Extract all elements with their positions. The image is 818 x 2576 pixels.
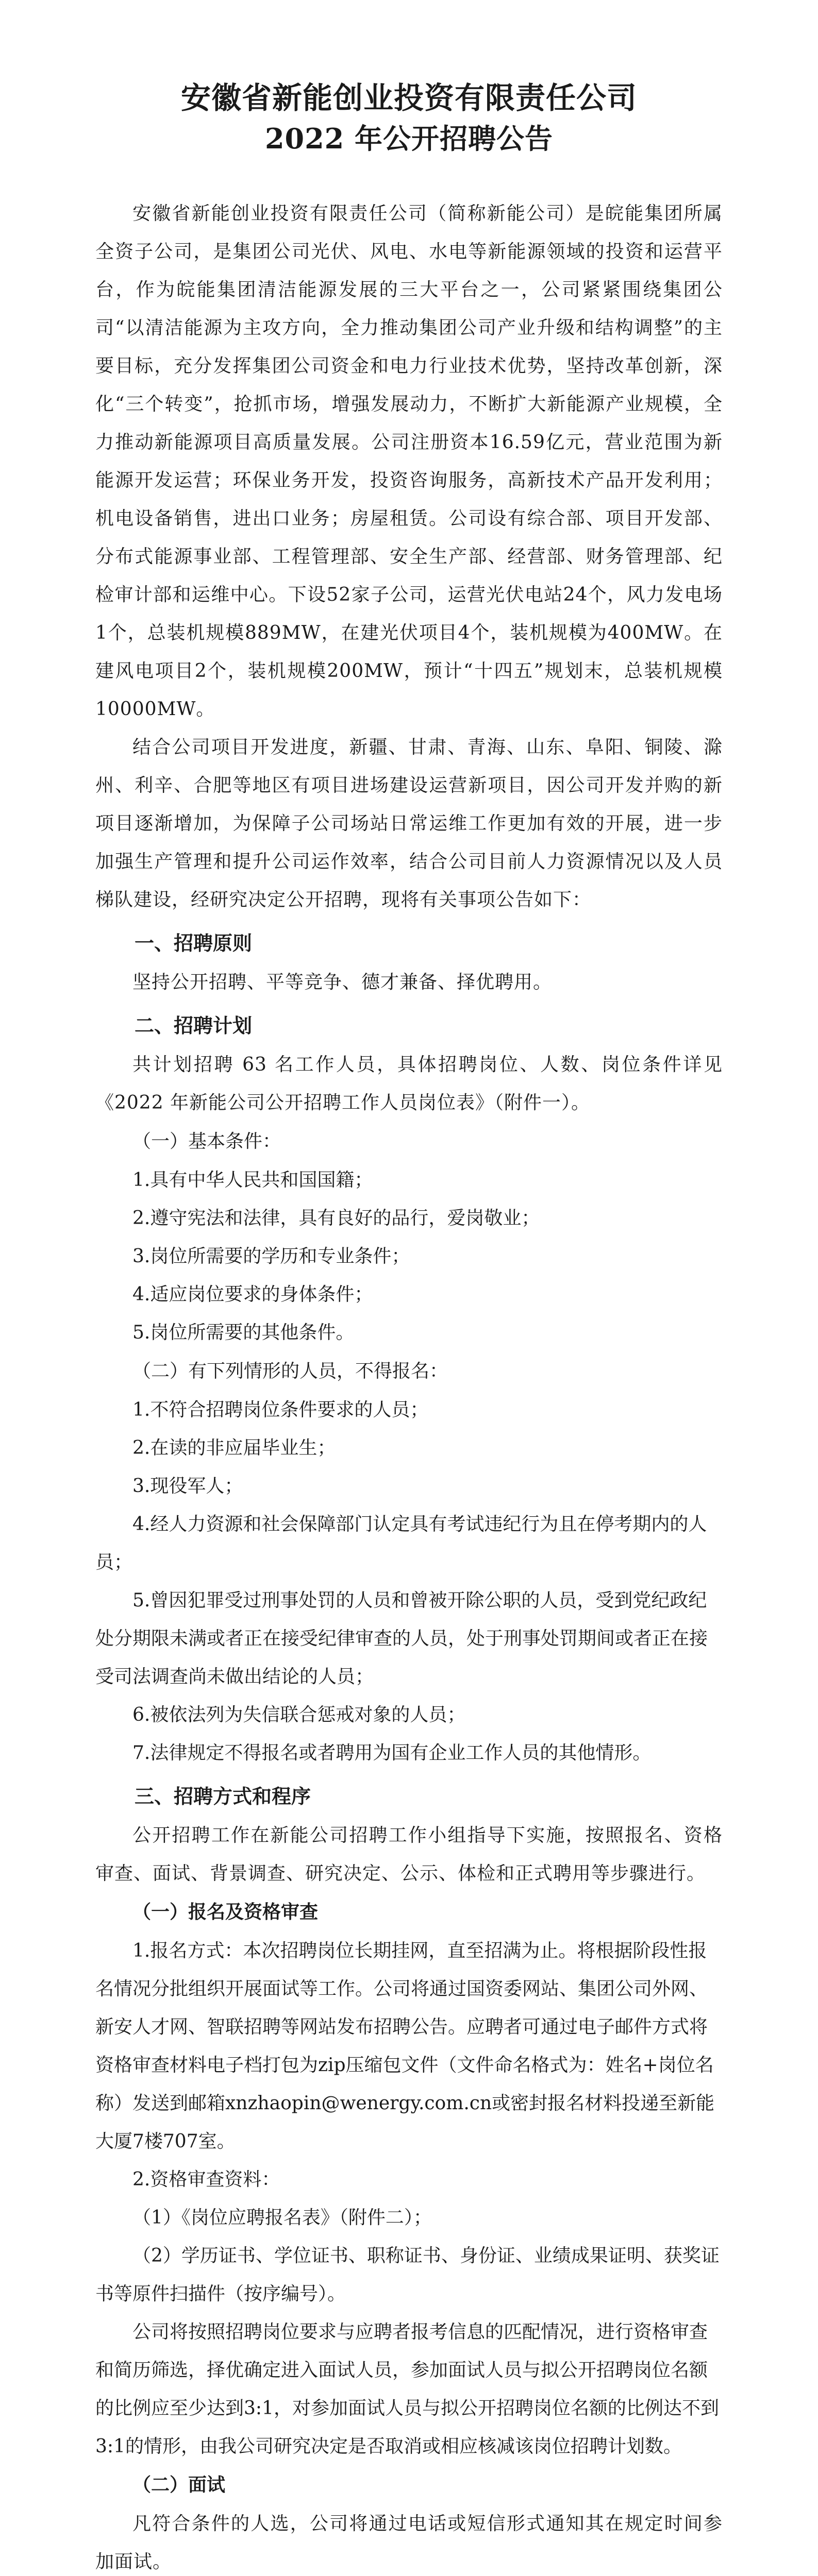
list-item: 3.现役军人； (132, 1476, 243, 1497)
section-text-procedure: 公开招聘工作在新能公司招聘工作小组指导下实施，按照报名、资格审查、面试、背景调查、研究决定、公示、体检和正式聘用等步骤进行。 (95, 1825, 723, 1884)
list-item: 4.适应岗位要求的身体条件； (132, 1284, 373, 1305)
page-title: 安徽省新能创业投资有限责任公司 (180, 80, 637, 115)
intro-paragraph-1: 安徽省新能创业投资有限责任公司（简称新能公司）是皖能集团所属全资子公司，是集团公司光伏、风电、水电等新能源领域的投资和运营平台，作为皖能集团清洁能源发展的三大平台之一，公司紧紧围绕集团公司“以清洁能源为主攻方向，全力推动集团公司产业升级和结构调整”的主要目标，充分发挥集团公司资金和电力行业技术优势，坚持改革创新，深化“三个转变”，抢抓市场，增强发展动力，不断扩大新能源产业规模，全力推动新能源项目高质量发展。公司注册资本16.59亿元，营业范围为新能源开发运营；环保业务开发，投资咨询服务，高新技术产品开发利用；机电设备销售，进出口业务；房屋租赁。公司设有综合部、项目开发部、分布式能源事业部、工程管理部、安全生产部、经营部、财务管理部、纪检审计部和运维中心。下设52家子公司，运营光伏电站24个，风力发电场1个，总装机规模889MW，在建光伏项目4个，装机规模为400MW。在建风电项目2个，装机规模200MW，预计“十四五”规划末，总装机规模10000MW。 (95, 203, 723, 720)
list-item: 2.在读的非应届毕业生； (132, 1437, 336, 1459)
section-heading-procedure: 三、招聘方式和程序 (135, 1785, 311, 1808)
list-item: （1）《岗位应聘报名表》（附件二）； (132, 2207, 432, 2228)
section-heading-principle: 一、招聘原则 (135, 932, 253, 955)
list-item: 4.经人力资源和社会保障部门认定具有考试违纪行为且在停考期内的人员； (95, 1514, 707, 1573)
list-item: 6.被依法列为失信联合惩戒对象的人员； (132, 1704, 466, 1725)
intro-paragraph-2: 结合公司项目开发进度，新疆、甘肃、青海、山东、阜阳、铜陵、滁州、利辛、合肥等地区有项目进场建设运营新项目，因公司开发并购的新项目逐渐增加，为保障子公司场站日常运维工作更加有效的开展，进一步加强生产管理和提升公司运作效率，结合公司目前人力资源情况以及人员梯队建设，经研究决定公开招聘，现将有关事项公告如下： (95, 737, 723, 910)
list-item: 1.报名方式：本次招聘岗位长期挂网，直至招满为止。将根据阶段性报名情况分批组织开展面试等工作。公司将通过国资委网站、集团公司外网、新安人才网、智联招聘等网站发布招聘公告。应聘者可通过电子邮件方式将资格审查材料电子档打包为zip压缩包文件（文件命名格式为：姓名+岗位名称）发送到邮箱xnzhaopin@wenergy.com.cn或密封报名材料投递至新能大厦7楼707室。 (95, 1940, 715, 2152)
list-item: 1.不符合招聘岗位条件要求的人员； (132, 1399, 429, 1420)
subheading-interview: （二）面试 (132, 2475, 226, 2496)
list-item: （2）学历证书、学位证书、职称证书、身份证、业绩成果证明、获奖证书等原件扫描件（按序编号）。 (95, 2245, 720, 2304)
section-text-principle: 坚持公开招聘、平等竞争、德才兼备、择优聘用。 (132, 972, 553, 993)
list-item: 5.曾因犯罪受过刑事处罚的人员和曾被开除公职的人员，受到党纪政纪处分期限未满或者正在接受纪律审查的人员，处于刑事处罚期间或者正在接受司法调查尚未做出结论的人员； (95, 1590, 708, 1687)
list-item: 公司将按照招聘岗位要求与应聘者报考信息的匹配情况，进行资格审查和简历筛选，择优确定进入面试人员，参加面试人员与拟公开招聘岗位名额的比例应至少达到3:1，对参加面试人员与拟公开招聘岗位名额的比例达不到3:1的情形，由我公司研究决定是否取消或相应核减该岗位招聘计划数。 (95, 2321, 719, 2457)
page-subtitle: 2022 年公开招聘公告 (264, 122, 554, 155)
list-item: 5.岗位所需要的其他条件。 (132, 1322, 355, 1343)
subheading-basic-conditions: （一）基本条件： (132, 1131, 281, 1152)
list-item: 2.遵守宪法和法律，具有良好的品行，爱岗敬业； (132, 1208, 540, 1229)
list-item: 3.岗位所需要的学历和专业条件； (132, 1246, 410, 1267)
section-heading-plan: 二、招聘计划 (135, 1014, 253, 1037)
list-item: 1.具有中华人民共和国国籍； (132, 1170, 373, 1191)
section-text-plan: 共计划招聘 63 名工作人员，具体招聘岗位、人数、岗位条件详见《2022 年新能公司公开招聘工作人员岗位表》（附件一）。 (95, 1054, 723, 1113)
section-text-interview: 凡符合条件的人选，公司将通过电话或短信形式通知其在规定时间参加面试。 (95, 2513, 723, 2572)
list-item: 7.法律规定不得报名或者聘用为国有企业工作人员的其他情形。 (132, 1742, 652, 1764)
list-item: 2.资格审查资料： (132, 2169, 280, 2190)
subheading-registration: （一）报名及资格审查 (132, 1902, 319, 1923)
subheading-exclusions: （二）有下列情形的人员，不得报名： (132, 1361, 448, 1382)
